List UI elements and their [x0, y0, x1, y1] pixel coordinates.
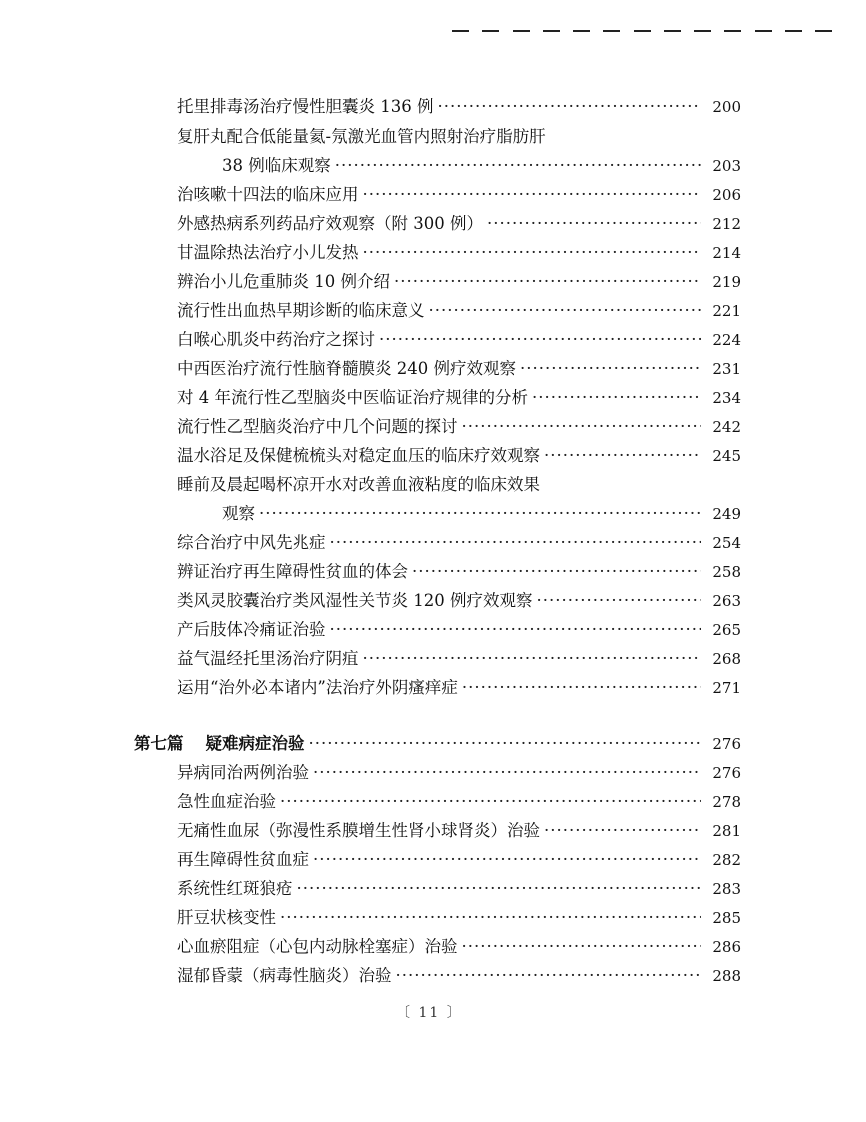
- toc-entry-page: 203: [712, 157, 741, 175]
- toc-entry-page: 278: [712, 793, 741, 811]
- toc-entry[interactable]: [177, 387, 741, 409]
- toc-entry-title: 无痛性血尿（弥漫性系膜增生性肾小球肾炎）治验: [177, 821, 540, 840]
- toc-entry-page: 265: [712, 621, 741, 639]
- toc-entry[interactable]: [177, 184, 741, 206]
- section-title: 疑难病症治验: [205, 734, 305, 753]
- toc-entry-title: 湿郁昏蒙（病毒性脑炎）治验: [177, 966, 392, 985]
- toc-entry-page: 214: [712, 244, 741, 262]
- toc-entry-page: 242: [712, 418, 741, 436]
- toc-entry-title: 益气温经托里汤治疗阴疽: [177, 649, 359, 668]
- toc-entry-title: 睡前及晨起喝杯凉开水对改善血液粘度的临床效果: [177, 475, 540, 494]
- toc-entry[interactable]: [177, 126, 741, 148]
- toc-entry-title: 再生障碍性贫血症: [177, 850, 309, 869]
- toc-entry[interactable]: [177, 936, 741, 958]
- toc-entry-title: 38 例临床观察: [222, 156, 331, 175]
- leader-dots: [394, 271, 701, 293]
- toc-entry-title: 观察: [222, 504, 255, 523]
- toc-entry-title: 心血瘀阻症（心包内动脉栓塞症）治验: [177, 937, 458, 956]
- toc-entry-page: 271: [712, 679, 741, 697]
- toc-entry[interactable]: [177, 96, 741, 118]
- toc-entry-title: 流行性出血热早期诊断的临床意义: [177, 301, 425, 320]
- toc-entry-title: 甘温除热法治疗小儿发热: [177, 243, 359, 262]
- toc-entry-page: 286: [712, 938, 741, 956]
- toc-entry-title: 对 4 年流行性乙型脑炎中医临证治疗规律的分析: [177, 388, 528, 407]
- leader-dots: [536, 590, 701, 612]
- toc-entry-title: 外感热病系列药品疗效观察（附 300 例）: [177, 214, 483, 233]
- leader-dots: [520, 358, 701, 380]
- toc-entry-page: 234: [712, 389, 741, 407]
- toc-entry-title: 运用“治外必本诸内”法治疗外阴瘙痒症: [177, 678, 458, 697]
- toc-entry-title: 产后肢体冷痛证治验: [177, 620, 326, 639]
- leader-dots: [313, 849, 701, 871]
- toc-entry-page: 285: [712, 909, 741, 927]
- leader-dots: [313, 762, 701, 784]
- toc-entry-page: 224: [712, 331, 741, 349]
- toc-entry[interactable]: [177, 445, 741, 467]
- toc-entry-title: 类风灵胶囊治疗类风湿性关节炎 120 例疗效观察: [177, 591, 533, 610]
- toc-entry-title: 流行性乙型脑炎治疗中几个问题的探讨: [177, 417, 458, 436]
- leader-dots: [297, 878, 702, 900]
- toc-entry[interactable]: [177, 878, 741, 900]
- toc-entry-page: 281: [712, 822, 741, 840]
- toc-entry[interactable]: [177, 300, 741, 322]
- toc-entry[interactable]: [177, 820, 741, 842]
- toc-entry-page: 288: [712, 967, 741, 985]
- leader-dots: [335, 155, 701, 177]
- toc-entry-page: 200: [712, 98, 741, 116]
- toc-entry[interactable]: [177, 329, 741, 351]
- toc-entry[interactable]: [177, 561, 741, 583]
- leader-dots: [412, 561, 701, 583]
- toc-entry-page: 219: [712, 273, 741, 291]
- toc-entry[interactable]: [177, 677, 741, 699]
- toc-entry[interactable]: [177, 791, 741, 813]
- toc-entry[interactable]: [177, 271, 741, 293]
- toc-entry-title: 温水浴足及保健梳梳头对稳定血压的临床疗效观察: [177, 446, 540, 465]
- toc-entry[interactable]: [177, 762, 741, 784]
- toc-entry-page: 282: [712, 851, 741, 869]
- leader-dots: [437, 96, 701, 118]
- toc-entry-title: 异病同治两例治验: [177, 763, 309, 782]
- leader-dots: [487, 213, 701, 235]
- toc-entry[interactable]: [177, 590, 741, 612]
- toc-entry[interactable]: [177, 213, 741, 235]
- section-page: 276: [712, 735, 741, 753]
- toc-entry-page: 263: [712, 592, 741, 610]
- section-label: 第七篇: [134, 734, 184, 753]
- toc-entry-page: 221: [712, 302, 741, 320]
- leader-dots: [309, 733, 702, 755]
- toc-entry-title: 急性血症治验: [177, 792, 276, 811]
- toc-entry[interactable]: [177, 532, 741, 554]
- leader-dots: [462, 416, 702, 438]
- toc-entry-title: 白喉心肌炎中药治疗之探讨: [177, 330, 375, 349]
- leader-dots: [363, 242, 702, 264]
- toc-entry-continuation[interactable]: [222, 503, 741, 525]
- leader-dots: [363, 184, 702, 206]
- toc-entry-page: 245: [712, 447, 741, 465]
- toc-entry[interactable]: [177, 965, 741, 987]
- leader-dots: [462, 677, 701, 699]
- toc-entry[interactable]: [177, 242, 741, 264]
- toc-entry-title: 治咳嗽十四法的临床应用: [177, 185, 359, 204]
- toc-entry-title: 辨证治疗再生障碍性贫血的体会: [177, 562, 408, 581]
- toc-entry[interactable]: [177, 907, 741, 929]
- leader-dots: [259, 503, 701, 525]
- header-dashed-rule: [452, 30, 832, 32]
- toc-entry-page: 249: [712, 505, 741, 523]
- leader-dots: [396, 965, 702, 987]
- toc-entry-title: 中西医治疗流行性脑脊髓膜炎 240 例疗效观察: [177, 359, 516, 378]
- leader-dots: [532, 387, 701, 409]
- leader-dots: [544, 445, 701, 467]
- leader-dots: [363, 648, 702, 670]
- toc-entry-page: 258: [712, 563, 741, 581]
- page-number: 〔 11 〕: [396, 1005, 463, 1021]
- toc-entry[interactable]: [177, 358, 741, 380]
- toc-entry-title: 托里排毒汤治疗慢性胆囊炎 136 例: [177, 97, 434, 116]
- leader-dots: [330, 619, 702, 641]
- toc-entry-page: 254: [712, 534, 741, 552]
- toc-entry[interactable]: [177, 416, 741, 438]
- leader-dots: [429, 300, 702, 322]
- leader-dots: [280, 907, 701, 929]
- toc-entry[interactable]: [177, 849, 741, 871]
- toc-entry-title: 肝豆状核变性: [177, 908, 276, 927]
- leader-dots: [280, 791, 701, 813]
- leader-dots: [544, 820, 701, 842]
- toc-entry-page: 212: [712, 215, 741, 233]
- toc-entry[interactable]: [177, 474, 741, 496]
- toc-entry[interactable]: [177, 648, 741, 670]
- toc-entry-title: 系统性红斑狼疮: [177, 879, 293, 898]
- toc-entry-continuation[interactable]: [222, 155, 741, 177]
- toc-entry-page: 283: [712, 880, 741, 898]
- toc-entry-title: 辨治小儿危重肺炎 10 例介绍: [177, 272, 390, 291]
- leader-dots: [379, 329, 701, 351]
- toc-section-heading[interactable]: [134, 733, 741, 755]
- toc-entry-title: 综合治疗中风先兆症: [177, 533, 326, 552]
- toc-entry[interactable]: [177, 619, 741, 641]
- leader-dots: [330, 532, 702, 554]
- leader-dots: [462, 936, 702, 958]
- toc-entry-page: 231: [712, 360, 741, 378]
- toc-entry-page: 276: [712, 764, 741, 782]
- toc-entry-title: 复肝丸配合低能量氦-氖激光血管内照射治疗脂肪肝: [177, 127, 546, 146]
- toc-entry-page: 206: [712, 186, 741, 204]
- toc-entry-page: 268: [712, 650, 741, 668]
